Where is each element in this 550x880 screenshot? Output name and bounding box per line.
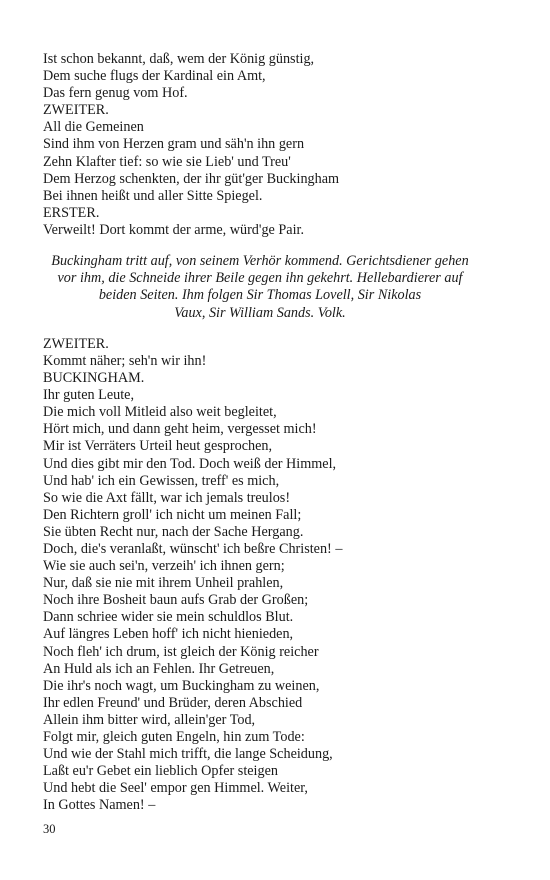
stage-direction-line: vor ihm, die Schneide ihrer Beile gegen ihn gekehrt. Hellebardierer auf (57, 270, 463, 287)
text-line: Zehn Klafter tief: so wie sie Lieb' und Treu' (43, 153, 291, 170)
text-line: So wie die Axt fällt, war ich jemals treulos! (43, 489, 291, 506)
text-line: Allein ihm bitter wird, allein'ger Tod, (43, 711, 256, 728)
text-line: Das fern genug vom Hof. (43, 85, 188, 102)
text-line: Ihr guten Leute, (43, 387, 134, 404)
text-line: Hört mich, und dann geht heim, vergesset mich! (43, 421, 317, 438)
text-line: Und hebt die Seel' empor gen Himmel. Weiter, (43, 780, 308, 797)
text-line: Sie übten Recht nur, nach der Sache Hergang. (43, 523, 304, 540)
text-line: Und dies gibt mir den Tod. Doch weiß der Himmel, (43, 455, 337, 472)
text-line: Noch fleh' ich drum, ist gleich der König reicher (43, 643, 319, 660)
text-line: Die mich voll Mitleid also weit begleitet, (43, 404, 277, 421)
text-line: Dem suche flugs der Kardinal ein Amt, (43, 68, 266, 85)
text-line: Auf längres Leben hoff' ich nicht hienieden, (43, 626, 294, 643)
text-line: Noch ihre Bosheit baun aufs Grab der Großen; (43, 592, 309, 609)
spacer (43, 239, 513, 253)
stage-direction (43, 253, 477, 322)
text-line: Die ihr's noch wagt, um Buckingham zu weinen, (43, 677, 320, 694)
text-line: Laßt eu'r Gebet ein lieblich Opfer steigen (43, 763, 278, 780)
text-line: Und wie der Stahl mich trifft, die lange Scheidung, (43, 746, 333, 763)
text-line: Verweilt! Dort kommt der arme, würd'ge Pair. (43, 221, 305, 238)
stage-direction-line: beiden Seiten. Ihm folgen Sir Thomas Lovell, Sir Nikolas (98, 287, 422, 304)
spacer (43, 322, 513, 336)
speaker-label: ZWEITER. (43, 102, 109, 119)
text-line: Mir ist Verräters Urteil heut gesprochen, (43, 438, 273, 455)
text-line: Den Richtern groll' ich nicht um meinen Fall; (43, 506, 302, 523)
text-line: Bei ihnen heißt und aller Sitte Spiegel. (43, 187, 263, 204)
text-line: Folgt mir, gleich guten Engeln, hin zum Tode: (43, 729, 305, 745)
text-line: Ihr edlen Freund' und Brüder, deren Abschied (43, 694, 303, 711)
text-line: Dann schriee wider sie mein schuldlos Blut. (43, 609, 294, 626)
text-block-1 (43, 51, 513, 239)
text-line: An Huld als ich an Fehlen. Ihr Getreuen, (43, 660, 275, 677)
stage-direction-line: Buckingham tritt auf, von seinem Verhör kommend. Gerichtsdiener gehen (51, 253, 469, 270)
text-line: Wie sie auch sei'n, verzeih' ich ihnen gern; (43, 558, 285, 575)
text-line: Dem Herzog schenkten, der ihr güt'ger Buckingham (43, 170, 340, 187)
text-line: All die Gemeinen (43, 119, 144, 136)
page-number: 30 (43, 822, 56, 836)
speaker-label: ERSTER. (43, 204, 100, 221)
speaker-label: ZWEITER. (43, 335, 109, 352)
speaker-label: BUCKINGHAM. (43, 370, 145, 387)
text-line: Nur, daß sie nie mit ihrem Unheil prahlen, (43, 575, 284, 592)
text-line: Sind ihm von Herzen gram und säh'n ihn gern (43, 136, 305, 153)
text-line: In Gottes Namen! – (43, 797, 156, 814)
text-line: Und hab' ich ein Gewissen, treff' es mich, (43, 472, 280, 489)
text-line: Kommt näher; seh'n wir ihn! (43, 352, 207, 369)
text-line: Doch, die's veranlaßt, wünscht' ich beßre Christen! – (43, 540, 343, 557)
stage-direction-line: Vaux, Sir William Sands. Volk. (174, 304, 346, 321)
text-line: Ist schon bekannt, daß, wem der König günstig, (43, 51, 315, 67)
text-block-2 (43, 336, 513, 815)
page-text (43, 51, 513, 814)
